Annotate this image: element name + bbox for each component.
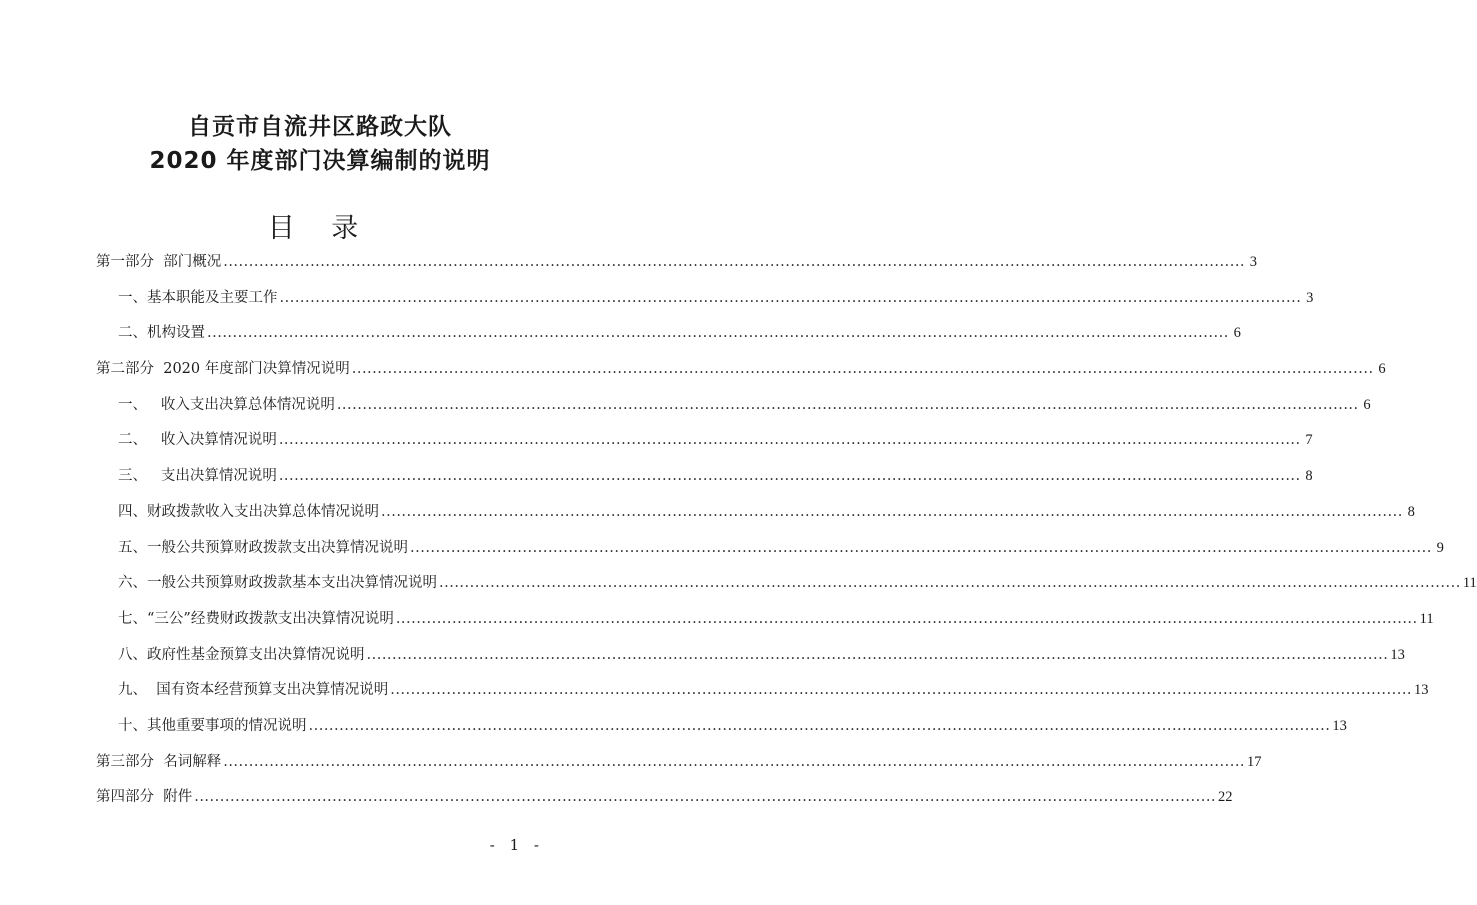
toc-leader-dots: ........................................................................................................................................................................................................	[366, 646, 1389, 663]
toc-leader-dots: ........................................................................................................................................................................................................	[194, 789, 1217, 806]
toc-leader-dots: ........................................................................................................................................................................................................	[336, 396, 1359, 413]
toc-entry-page: 8	[1305, 468, 1313, 485]
toc-entry-page: 8	[1407, 503, 1415, 520]
toc-entry-page: 22	[1218, 789, 1233, 806]
toc-entry[interactable]	[96, 393, 1371, 429]
toc-entry[interactable]	[96, 714, 1347, 750]
table-of-contents	[96, 250, 1477, 821]
toc-entry[interactable]	[96, 571, 1477, 607]
toc-entry-label: 九、 国有资本经营预算支出决算情况说明	[118, 682, 389, 699]
toc-entry-page: 6	[1233, 325, 1241, 342]
toc-leader-dots: ........................................................................................................................................................................................................	[351, 361, 1374, 378]
toc-leader-dots: ........................................................................................................................................................................................................	[223, 254, 1246, 270]
toc-entry-label: 十、其他重要事项的情况说明	[118, 717, 307, 734]
toc-entry[interactable]	[96, 643, 1405, 679]
toc-entry[interactable]	[96, 428, 1313, 464]
toc-entry[interactable]	[96, 357, 1386, 393]
toc-entry-page: 7	[1305, 432, 1313, 449]
toc-leader-dots: ........................................................................................................................................................................................................	[410, 539, 1432, 556]
toc-entry-label: 第四部分 附件	[96, 789, 193, 806]
toc-entry-page: 6	[1378, 361, 1386, 378]
toc-entry-page: 13	[1414, 682, 1429, 699]
toc-leader-dots: ........................................................................................................................................................................................................	[395, 610, 1418, 627]
page-number: - 1 -	[489, 836, 544, 854]
toc-entry-label: 一、基本职能及主要工作	[118, 289, 278, 306]
toc-entry[interactable]	[96, 678, 1429, 714]
toc-leader-dots: ........................................................................................................................................................................................................	[278, 468, 1301, 485]
toc-entry-label: 二、 收入决算情况说明	[118, 432, 277, 449]
toc-entry-label: 第二部分 2020 年度部门决算情况说明	[96, 361, 350, 378]
toc-leader-dots: ........................................................................................................................................................................................................	[308, 717, 1331, 734]
document-subtitle: 2020 年度部门决算编制的说明	[149, 148, 491, 174]
toc-entry-label: 七、“三公”经费财政拨款支出决算情况说明	[118, 610, 394, 627]
toc-entry[interactable]	[96, 607, 1434, 643]
toc-entry[interactable]	[96, 250, 1258, 286]
toc-entry-label: 六、一般公共预算财政拨款基本支出决算情况说明	[118, 575, 437, 592]
toc-entry-page: 11	[1419, 610, 1434, 627]
toc-entry-page: 17	[1247, 753, 1262, 770]
toc-entry-label: 一、 收入支出决算总体情况说明	[118, 396, 335, 413]
toc-entry[interactable]	[96, 500, 1415, 536]
toc-entry-label: 三、 支出决算情况说明	[118, 468, 277, 485]
toc-leader-dots: ........................................................................................................................................................................................................	[207, 325, 1229, 342]
toc-entry-page: 3	[1249, 254, 1258, 270]
toc-entry-label: 第一部分 部门概况	[96, 254, 222, 270]
toc-leader-dots: ........................................................................................................................................................................................................	[278, 432, 1301, 449]
toc-entry-page: 13	[1390, 646, 1405, 663]
toc-entry-label: 四、财政拨款收入支出决算总体情况说明	[118, 503, 379, 520]
toc-heading: 目 录	[267, 213, 373, 244]
toc-entry-page: 13	[1332, 717, 1347, 734]
toc-leader-dots: ........................................................................................................................................................................................................	[381, 503, 1403, 520]
toc-entry[interactable]	[96, 785, 1233, 821]
toc-entry[interactable]	[96, 750, 1262, 786]
toc-leader-dots: ........................................................................................................................................................................................................	[223, 753, 1246, 770]
toc-entry[interactable]	[96, 286, 1314, 322]
toc-entry[interactable]	[96, 321, 1241, 357]
document-title: 自贡市自流井区路政大队	[188, 114, 452, 140]
toc-entry-label: 五、一般公共预算财政拨款支出决算情况说明	[118, 539, 408, 556]
toc-leader-dots: ........................................................................................................................................................................................................	[279, 289, 1302, 306]
toc-entry-page: 11	[1462, 575, 1477, 592]
toc-entry-page: 3	[1306, 289, 1314, 306]
toc-entry-label: 二、机构设置	[118, 325, 205, 342]
toc-leader-dots: ........................................................................................................................................................................................................	[439, 575, 1461, 592]
toc-entry[interactable]	[96, 536, 1444, 572]
toc-entry-label: 第三部分 名词解释	[96, 753, 222, 770]
toc-entry-page: 6	[1363, 396, 1371, 413]
toc-entry-page: 9	[1436, 539, 1444, 556]
toc-entry[interactable]	[96, 464, 1313, 500]
toc-entry-label: 八、政府性基金预算支出决算情况说明	[118, 646, 365, 663]
toc-leader-dots: ........................................................................................................................................................................................................	[390, 682, 1413, 699]
